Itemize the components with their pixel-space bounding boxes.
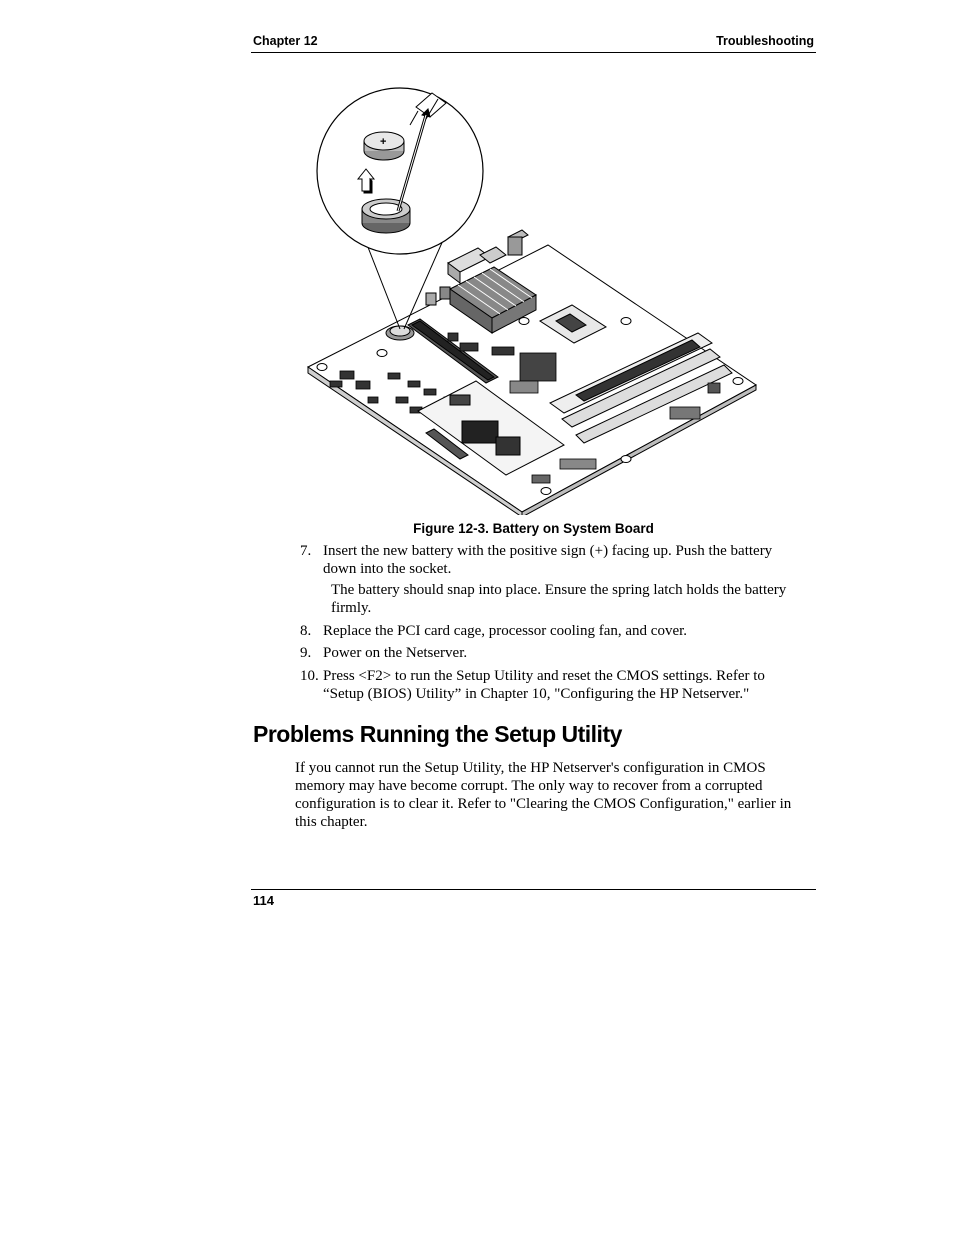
figure-caption: Figure 12-3. Battery on System Board (413, 521, 654, 536)
battery-socket-closeup (362, 199, 410, 233)
battery-icon (364, 132, 404, 160)
step-number: 7. (300, 543, 312, 559)
svg-text:+: + (380, 136, 387, 148)
running-header-chapter: Chapter 12 (253, 34, 318, 48)
section-heading: Problems Running the Setup Utility (253, 721, 622, 747)
step-number: 8. (300, 623, 312, 639)
step-number: 9. (300, 645, 312, 661)
page-number: 114 (253, 893, 274, 908)
header-rule (251, 52, 816, 53)
step-text: Power on the Netserver. (323, 645, 468, 661)
step-text: Replace the PCI card cage, processor cooling fan, and cover. (323, 623, 688, 639)
system-board-battery-illustration (300, 85, 770, 515)
step-item (300, 644, 800, 662)
step-item (300, 542, 800, 578)
step-text: Press <F2> to run the Setup Utility and reset the CMOS settings. Refer to “Setup (BIOS) Utility” in Chapter 10, "Configuring the HP Netserver." (323, 668, 765, 702)
step-text: Insert the new battery with the positive sign (+) facing up. Push the battery down into the socket. (323, 543, 773, 577)
callout-magnifier (317, 88, 483, 254)
running-header-section: Troubleshooting (716, 34, 814, 48)
step-item (300, 667, 800, 703)
section-body-paragraph: If you cannot run the Setup Utility, the HP Netserver's configuration in CMOS memory may have become corrupt. The only way to recover from a corrupted configuration is to clear it. Refer to "Clearing the CMOS Configuration," earlier in this chapter. (295, 760, 792, 830)
step-item (300, 622, 800, 640)
step-number: 10. (300, 668, 319, 684)
step-note: The battery should snap into place. Ensure the spring latch holds the battery firmly. (331, 582, 787, 616)
footer-rule (251, 889, 816, 890)
